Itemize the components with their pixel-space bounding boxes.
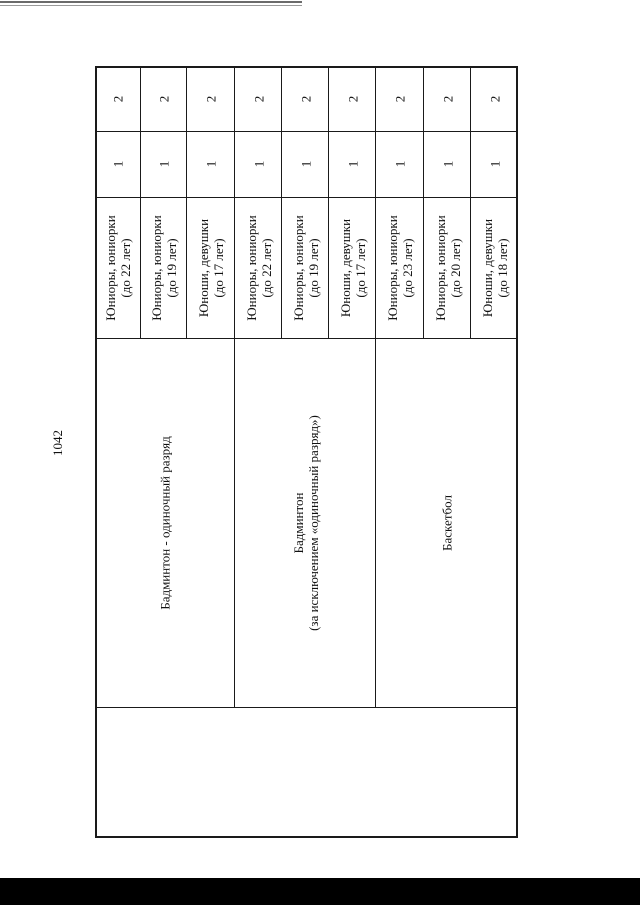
sport-cell bbox=[440, 495, 455, 551]
range-cell-line: 2 bbox=[110, 95, 126, 102]
sport-cell-line: Бадминтон bbox=[290, 492, 306, 553]
count-cell-line: 1 bbox=[440, 160, 455, 168]
age-group-cell-line: (до 19 лет) bbox=[164, 237, 179, 298]
range-cell-line: 2 bbox=[487, 95, 502, 102]
count-cell bbox=[487, 161, 502, 168]
age-group-cell-line: Юноши, девушки bbox=[479, 218, 495, 317]
sport-cell bbox=[291, 415, 321, 631]
scan-top-line-secondary bbox=[0, 5, 302, 6]
sport-cell-line: Баскетбол bbox=[439, 494, 455, 551]
range-cell-line: 2 bbox=[392, 95, 408, 102]
range-cell bbox=[157, 95, 172, 102]
scan-bottom-border bbox=[0, 878, 640, 905]
age-group-cell bbox=[291, 215, 321, 320]
count-cell-line: 1 bbox=[392, 160, 408, 168]
age-group-cell-line: (до 20 лет) bbox=[447, 237, 463, 298]
age-group-cell bbox=[196, 218, 226, 316]
count-cell bbox=[251, 161, 266, 168]
age-group-cell bbox=[103, 215, 133, 320]
count-cell bbox=[440, 161, 455, 168]
count-cell bbox=[204, 161, 219, 168]
count-cell bbox=[345, 161, 360, 168]
count-cell-line: 1 bbox=[487, 160, 502, 168]
sport-cell-line: (за исключением «одиночный разряд») bbox=[305, 414, 321, 631]
row-separator bbox=[423, 66, 424, 338]
age-group-cell-line: Юниоры, юниорки bbox=[103, 214, 118, 321]
range-cell bbox=[440, 95, 455, 102]
rotated-table bbox=[95, 66, 518, 838]
age-group-cell-line: (до 17 лет) bbox=[211, 237, 226, 298]
col-separator-count bbox=[95, 197, 518, 198]
scan-top-line bbox=[0, 1, 302, 3]
col-separator-range bbox=[95, 131, 518, 132]
table-border-left bbox=[95, 66, 97, 838]
col-separator-sport bbox=[95, 707, 518, 708]
age-group-cell bbox=[149, 215, 179, 320]
age-group-cell-line: (до 22 лет) bbox=[118, 237, 133, 298]
age-group-cell-line: (до 18 лет) bbox=[494, 237, 510, 298]
sport-cell-line: Бадминтон - одиночный разряд bbox=[157, 435, 173, 610]
age-group-cell-line: Юноши, девушки bbox=[196, 218, 211, 317]
row-separator bbox=[140, 66, 141, 338]
range-cell bbox=[487, 95, 502, 102]
count-cell bbox=[111, 161, 126, 168]
count-cell bbox=[157, 161, 172, 168]
range-cell bbox=[393, 95, 408, 102]
count-cell-line: 1 bbox=[345, 160, 360, 168]
age-group-cell-line: (до 17 лет) bbox=[352, 237, 368, 298]
table-border-top bbox=[95, 66, 518, 68]
table-border-bottom bbox=[95, 836, 518, 838]
row-separator bbox=[281, 66, 282, 338]
age-group-cell-line: (до 23 лет) bbox=[400, 237, 415, 298]
count-cell bbox=[393, 161, 408, 168]
range-cell bbox=[298, 95, 313, 102]
count-cell-line: 1 bbox=[298, 160, 313, 168]
page-number: 1042 bbox=[50, 430, 65, 456]
sport-cell bbox=[158, 436, 173, 610]
age-group-cell bbox=[480, 218, 510, 316]
range-cell bbox=[111, 95, 126, 102]
range-cell-line: 2 bbox=[440, 95, 455, 102]
count-cell-line: 1 bbox=[110, 160, 126, 168]
table-border-right bbox=[516, 66, 518, 838]
age-group-cell-line: Юниоры, юниорки bbox=[385, 214, 400, 321]
age-group-cell bbox=[385, 215, 415, 320]
age-group-cell bbox=[244, 215, 274, 320]
age-group-cell bbox=[338, 218, 368, 316]
range-cell-line: 2 bbox=[251, 95, 266, 102]
count-cell-line: 1 bbox=[156, 160, 172, 168]
range-cell bbox=[345, 95, 360, 102]
range-cell bbox=[204, 95, 219, 102]
age-group-cell-line: Юниоры, юниорки bbox=[149, 214, 164, 321]
range-cell bbox=[251, 95, 266, 102]
row-separator bbox=[470, 66, 471, 338]
row-separator bbox=[328, 66, 329, 338]
row-separator bbox=[234, 66, 235, 707]
age-group-cell-line: (до 19 лет) bbox=[305, 237, 321, 298]
count-cell bbox=[298, 161, 313, 168]
age-group-cell bbox=[433, 215, 463, 320]
range-cell-line: 2 bbox=[156, 95, 172, 102]
row-separator bbox=[375, 66, 376, 707]
range-cell-line: 2 bbox=[298, 95, 313, 102]
row-separator bbox=[186, 66, 187, 338]
range-cell-line: 2 bbox=[203, 95, 219, 102]
count-cell-line: 1 bbox=[203, 160, 219, 168]
range-cell-line: 2 bbox=[345, 95, 360, 102]
col-separator-group bbox=[95, 338, 518, 339]
age-group-cell-line: Юниоры, юниорки bbox=[290, 214, 306, 321]
age-group-cell-line: Юниоры, юниорки bbox=[432, 214, 448, 321]
age-group-cell-line: (до 22 лет) bbox=[258, 237, 274, 298]
count-cell-line: 1 bbox=[251, 160, 266, 168]
age-group-cell-line: Юноши, девушки bbox=[337, 218, 353, 317]
age-group-cell-line: Юниоры, юниорки bbox=[243, 214, 259, 321]
